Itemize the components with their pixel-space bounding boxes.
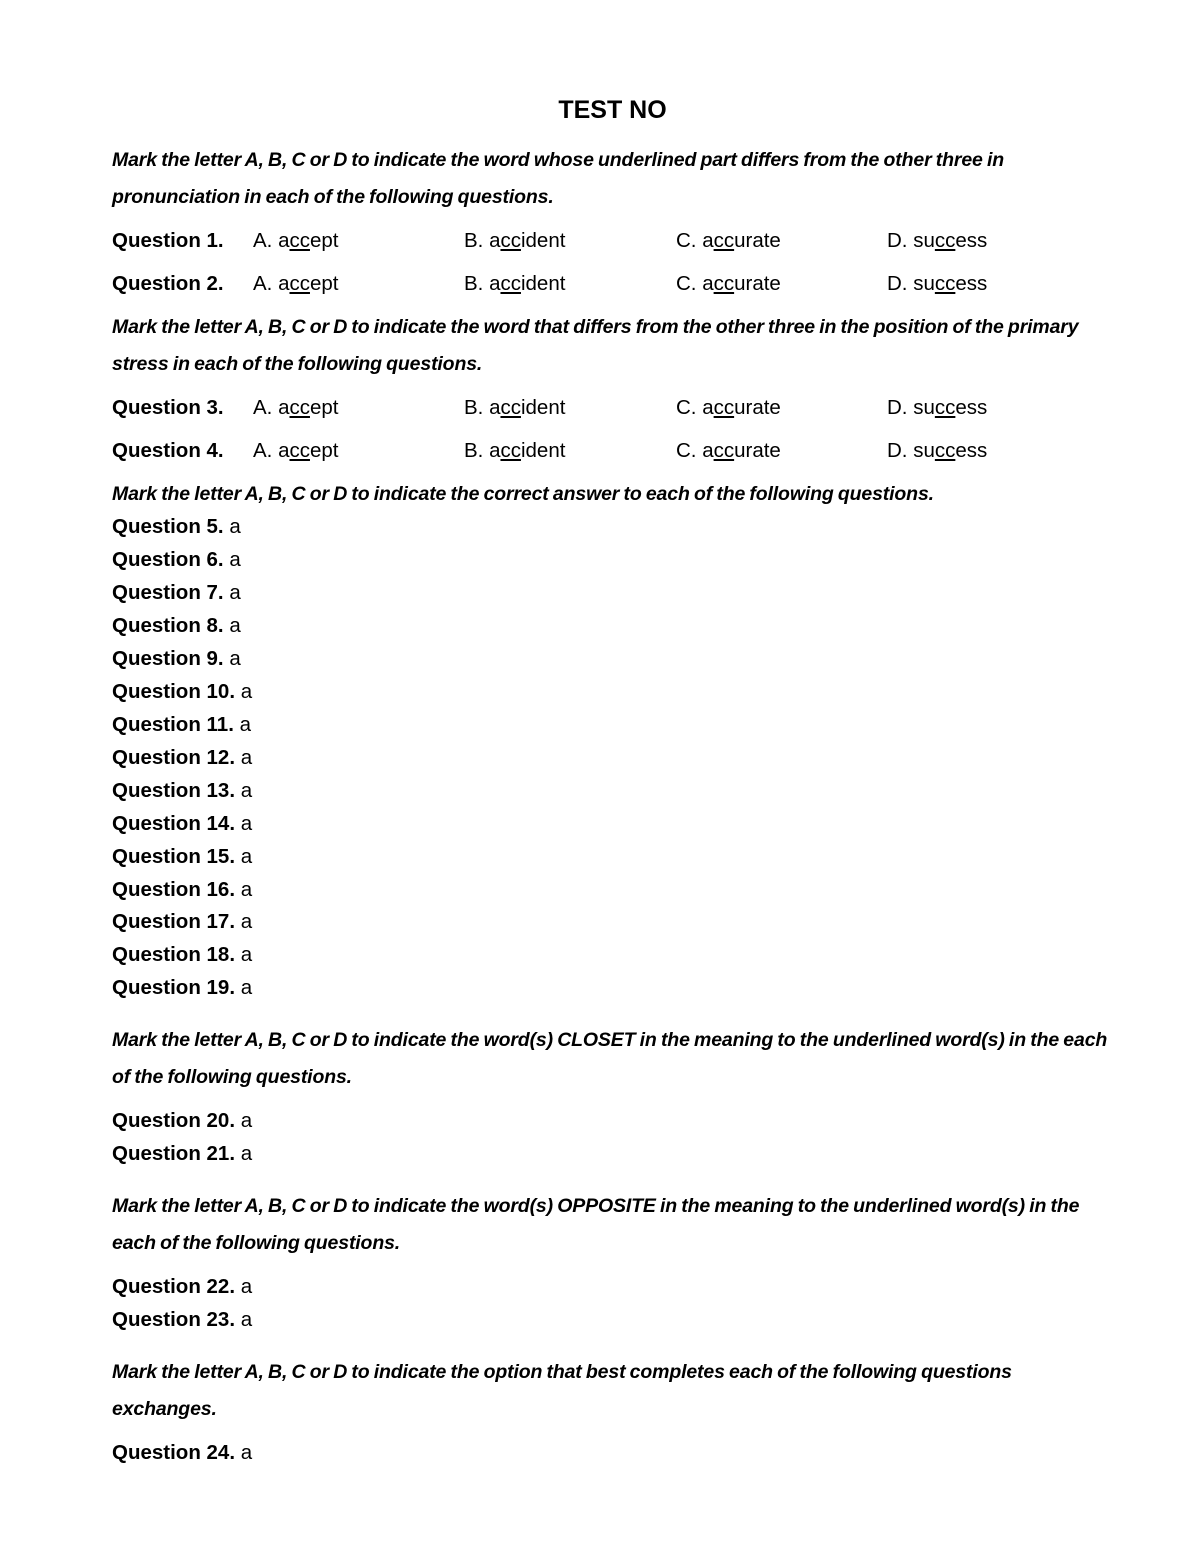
- option-c: C. accurate: [676, 396, 781, 419]
- option-a: A. accept: [253, 439, 339, 462]
- question-5: Question 5. a: [112, 515, 241, 538]
- option-a: A. accept: [253, 396, 339, 419]
- option-b: B. accident: [464, 272, 566, 295]
- question-8: Question 8. a: [112, 614, 241, 637]
- instruction-exchanges: Mark the letter A, B, C or D to indicate the option that best completes each of the following questions exchanges.: [112, 1361, 1012, 1420]
- question-24: Question 24. a: [112, 1441, 253, 1464]
- question-13: Question 13. a: [112, 779, 253, 802]
- question-17: Question 17. a: [112, 910, 253, 933]
- option-b: B. accident: [464, 439, 566, 462]
- option-c: C. accurate: [676, 229, 781, 252]
- option-a: A. accept: [253, 229, 339, 252]
- option-c: C. accurate: [676, 272, 781, 295]
- question-9: Question 9. a: [112, 647, 241, 670]
- question-19: Question 19. a: [112, 976, 253, 999]
- question-10: Question 10. a: [112, 680, 253, 703]
- instruction-closest: Mark the letter A, B, C or D to indicate the word(s) CLOSET in the meaning to the underlined word(s) in the each of the following questions.: [112, 1029, 1108, 1088]
- instruction-opposite: Mark the letter A, B, C or D to indicate the word(s) OPPOSITE in the meaning to the underlined word(s) in the each of the following questions.: [112, 1195, 1080, 1254]
- question-6: Question 6. a: [112, 548, 241, 571]
- option-d: D. success: [887, 439, 988, 462]
- option-b: B. accident: [464, 396, 566, 419]
- question-20: Question 20. a: [112, 1109, 253, 1132]
- question-18: Question 18. a: [112, 943, 253, 966]
- question-2: [112, 269, 1112, 299]
- question-label: Question 3.: [112, 396, 224, 419]
- question-16: Question 16. a: [112, 878, 253, 901]
- question-7: Question 7. a: [112, 581, 241, 604]
- option-d: D. success: [887, 229, 988, 252]
- question-3: [112, 393, 1112, 423]
- instruction-pronunciation: Mark the letter A, B, C or D to indicate the word whose underlined part differs from the other three in pronunciation in each of the following questions.: [112, 149, 1005, 208]
- option-a: A. accept: [253, 272, 339, 295]
- instruction-correct-answer: Mark the letter A, B, C or D to indicate the correct answer to each of the following questions.: [112, 483, 934, 505]
- question-label: Question 1.: [112, 229, 224, 252]
- question-label: Question 2.: [112, 272, 224, 295]
- question-11: Question 11. a: [112, 713, 252, 736]
- question-21: Question 21. a: [112, 1142, 253, 1165]
- option-d: D. success: [887, 396, 988, 419]
- question-15: Question 15. a: [112, 845, 253, 868]
- question-12: Question 12. a: [112, 746, 253, 769]
- question-1: [112, 226, 1112, 256]
- question-label: Question 4.: [112, 439, 224, 462]
- question-14: Question 14. a: [112, 812, 253, 835]
- option-d: D. success: [887, 272, 988, 295]
- option-c: C. accurate: [676, 439, 781, 462]
- question-23: Question 23. a: [112, 1308, 253, 1331]
- option-b: B. accident: [464, 229, 566, 252]
- instruction-stress: Mark the letter A, B, C or D to indicate the word that differs from the other three in the position of the primary stress in each of the following questions.: [112, 316, 1079, 375]
- question-4: [112, 436, 1112, 466]
- test-title: TEST NO: [558, 96, 667, 124]
- question-22: Question 22. a: [112, 1275, 253, 1298]
